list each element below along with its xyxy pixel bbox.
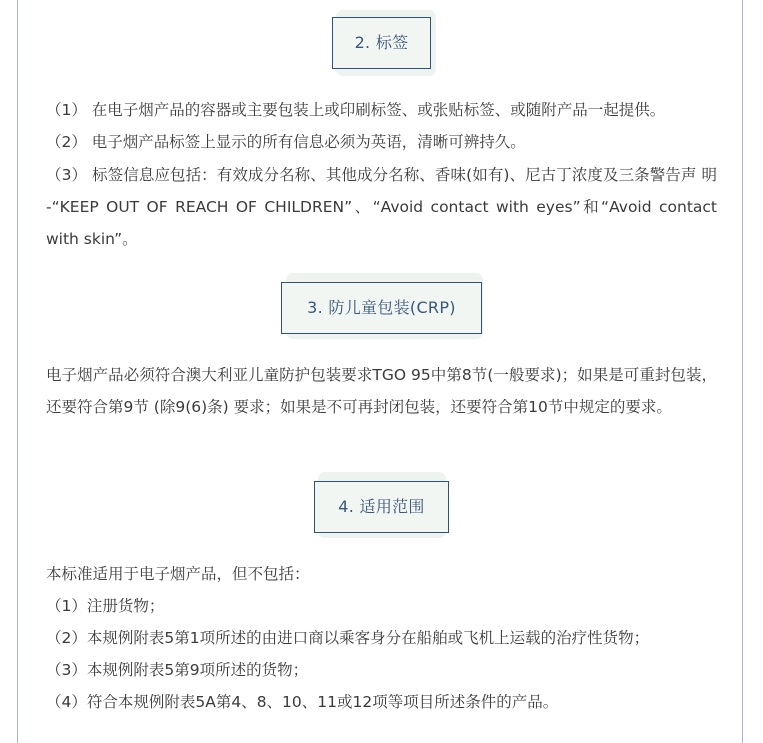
scope-item-3: （3）本规例附表5第9项所述的货物； [46, 661, 309, 679]
crp-body: 电子烟产品必须符合澳大利亚儿童防护包装要求TGO 95中第8节(一般要求)；如果是可重封包装，还要符合第9节 (除9(6)条) 要求；如果是不可再封闭包装，还要符合第10节中规定的要求。 [46, 366, 717, 416]
labeling-item-2: （2） 电子烟产品标签上显示的所有信息必须为英语，清晰可辨持久。 [46, 133, 526, 151]
scope-intro: 本标准适用于电子烟产品，但不包括： [46, 565, 310, 583]
labeling-item-1: （1） 在电子烟产品的容器或主要包装上或印刷标签、或张贴标签、或随附产品一起提供。 [46, 101, 666, 119]
labeling-item-3: （3） 标签信息应包括：有效成分名称、其他成分名称、香味(如有)、尼古丁浓度及三条警告声 明 -“KEEP OUT OF REACH OF CHILDREN”、“Avoid contact with eyes”和“Avoid contact with skin”。 [46, 166, 717, 248]
section-heading-labeling: 2. 标签 [332, 17, 431, 69]
scope-item-4: （4）符合本规例附表5A第4、8、10、11或12项等项目所述条件的产品。 [46, 693, 559, 711]
section-heading-scope: 4. 适用范围 [314, 481, 449, 533]
section-heading-crp: 3. 防儿童包装(CRP) [281, 282, 482, 334]
scope-item-1: （1）注册货物； [46, 597, 165, 615]
scope-item-2: （2）本规例附表5第1项所述的由进口商以乘客身分在船舶或飞机上运载的治疗性货物； [46, 629, 650, 647]
